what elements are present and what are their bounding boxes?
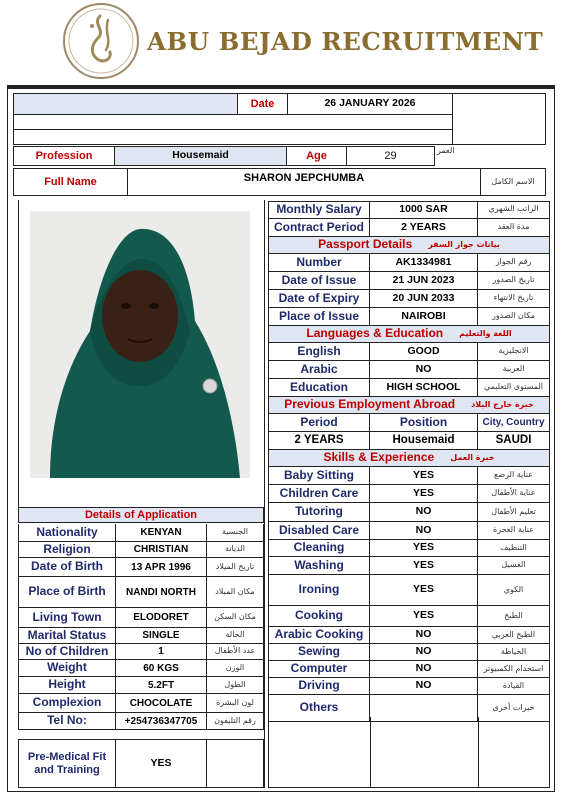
skill-row-label: Computer [268,661,370,678]
profession-label: Profession [13,146,115,166]
skills-header-ar-text: خبرة العمل [450,452,495,462]
passport-header-text: Passport Details [318,237,413,252]
skill-row-ar-label: تعليم الأطفال [478,503,550,522]
employment-col-header: Position [370,414,478,432]
left-edge [18,200,19,507]
skill-row-value: YES [370,606,478,627]
passport-row-ar-label: مكان الصدور [478,308,550,326]
right-bottom-divider [370,717,371,788]
fullname-ar-label: الاسم الكامل [481,168,546,196]
skill-row-value: NO [370,503,478,522]
detail-ar-label: تاريخ الميلاد [207,558,264,577]
language-row-value: NO [370,361,478,379]
date-label: Date [238,93,288,115]
passport-row-label: Date of Issue [268,272,370,290]
skill-row-value: NO [370,678,478,695]
skill-row-ar-label: الخياطة [478,644,550,661]
skill-row-value: NO [370,522,478,540]
employment-col-header: Period [268,414,370,432]
skill-row-label: Disabled Care [268,522,370,540]
contract-label: Contract Period [268,219,370,237]
applicant-photo [30,211,250,478]
skill-row-value: NO [370,661,478,678]
salary-ar-label: الراتب الشهري [478,201,550,219]
language-row-value: HIGH SCHOOL [370,379,478,397]
languages-header [268,326,550,343]
passport-row-value: AK1334981 [370,254,478,272]
passport-header-ar-text: بيانات جواز السفر [428,239,500,249]
skill-row-label: Sewing [268,644,370,661]
detail-value: NANDI NORTH [116,577,207,608]
contract-value: 2 YEARS [370,219,478,237]
passport-row-label: Place of Issue [268,308,370,326]
skill-row-ar-label: خبرات أخرى [478,695,550,722]
employment-value: SAUDI [478,432,550,450]
age-value: 29 [347,146,435,166]
detail-ar-label: لون البشرة [207,694,264,713]
medical-blank [207,739,264,788]
fullname-value: SHARON JEPCHUMBA [128,168,481,196]
skill-row-ar-label: عناية الرضع [478,467,550,485]
fullname-label: Full Name [13,168,128,196]
skill-row-ar-label: عناية الأطفال [478,485,550,503]
profession-value: Housemaid [115,146,287,166]
detail-value: CHOCOLATE [116,694,207,713]
detail-value: SINGLE [116,628,207,644]
skill-row-label: Ironing [268,575,370,606]
detail-ar-label: عدد الأطفال [207,644,264,660]
date-value: 26 JANUARY 2026 [288,93,453,115]
detail-label: Place of Birth [18,577,116,608]
passport-row-ar-label: تاريخ الانتهاء [478,290,550,308]
detail-ar-label: الجنسية [207,524,264,542]
skill-row-ar-label: التنظيف [478,540,550,557]
detail-label: Weight [18,660,116,677]
skill-row-value: YES [370,540,478,557]
skill-row-ar-label: القيادة [478,678,550,695]
skill-row-value: NO [370,644,478,661]
detail-label: Height [18,677,116,694]
detail-value: +254736347705 [116,713,207,730]
skill-row-ar-label: الغسيل [478,557,550,575]
detail-value: 1 [116,644,207,660]
skill-row-label: Children Care [268,485,370,503]
salary-label: Monthly Salary [268,201,370,219]
language-row-label: Arabic [268,361,370,379]
language-row-ar-label: العربية [478,361,550,379]
detail-ar-label: رقم التليفون [207,713,264,730]
employment-header-text: Previous Employment Abroad [284,397,456,412]
skill-row-ar-label: عناية العجزة [478,522,550,540]
skill-row-label: Others [268,695,370,722]
employment-value: 2 YEARS [268,432,370,450]
detail-label: Living Town [18,608,116,628]
age-label: Age [287,146,347,166]
language-row-value: GOOD [370,343,478,361]
top-blank-cell [13,93,238,115]
skill-row-label: Washing [268,557,370,575]
detail-value: 60 KGS [116,660,207,677]
skill-row-label: Cooking [268,606,370,627]
employment-col-header: City, Country [478,414,550,432]
languages-header-text: Languages & Education [306,326,444,341]
detail-label: Marital Status [18,628,116,644]
skill-row-value: YES [370,575,478,606]
passport-row-label: Number [268,254,370,272]
detail-ar-label: مكان الميلاد [207,577,264,608]
logo [62,2,140,80]
detail-value: ELODORET [116,608,207,628]
detail-label: Date of Birth [18,558,116,577]
right-bottom-blank [268,717,550,788]
passport-row-value: 21 JUN 2023 [370,272,478,290]
language-row-label: Education [268,379,370,397]
detail-ar-label: الديانة [207,542,264,558]
skill-row-value: NO [370,627,478,644]
passport-header [268,237,550,254]
age-ar-label: العمر [437,146,455,155]
skill-row-ar-label: الطبخ العربي [478,627,550,644]
skills-header [268,450,550,467]
employment-header-ar-text: خبرة خارج البلاد [471,399,534,409]
skills-header-text: Skills & Experience [323,450,435,465]
details-header: Details of Application [18,507,264,523]
salary-value: 1000 SAR [370,201,478,219]
top-blank-row-2 [13,115,453,130]
skill-row-ar-label: الكوي [478,575,550,606]
medical-label: Pre-Medical Fit and Training [18,739,116,788]
detail-value: KENYAN [116,524,207,542]
page-title: ABU BEJAD RECRUITMENT [147,27,544,56]
skill-row-ar-label: استخدام الكمبيوتر [478,661,550,678]
detail-label: Complexion [18,694,116,713]
detail-ar-label: مكان السكن [207,608,264,628]
skill-row-label: Arabic Cooking [268,627,370,644]
right-bottom-divider-2 [478,717,479,788]
column-separator [264,200,265,788]
language-row-ar-label: المستوى التعليمي [478,379,550,397]
employment-value: Housemaid [370,432,478,450]
skill-row-label: Baby Sitting [268,467,370,485]
skill-row-value: YES [370,467,478,485]
skill-row-ar-label: الطبخ [478,606,550,627]
contract-ar-label: مدة العقد [478,219,550,237]
skill-row-label: Driving [268,678,370,695]
skill-row-value: YES [370,485,478,503]
detail-ar-label: الطول [207,677,264,694]
passport-row-value: NAIROBI [370,308,478,326]
detail-value: CHRISTIAN [116,542,207,558]
passport-row-ar-label: تاريخ الصدور [478,272,550,290]
detail-label: Nationality [18,524,116,542]
passport-row-label: Date of Expiry [268,290,370,308]
medical-value: YES [116,739,207,788]
skill-row-label: Tutoring [268,503,370,522]
detail-label: No of Children [18,644,116,660]
passport-row-value: 20 JUN 2033 [370,290,478,308]
detail-value: 5.2FT [116,677,207,694]
skill-row-label: Cleaning [268,540,370,557]
top-blank-row-3 [13,130,453,145]
detail-label: Religion [18,542,116,558]
language-row-ar-label: الانجليزية [478,343,550,361]
languages-header-ar-text: اللغة والتعليم [459,328,512,338]
skill-row-value: YES [370,557,478,575]
top-right-blank [453,93,546,145]
detail-value: 13 APR 1996 [116,558,207,577]
detail-label: Tel No: [18,713,116,730]
employment-header [268,397,550,414]
language-row-label: English [268,343,370,361]
detail-ar-label: الوزن [207,660,264,677]
detail-ar-label: الحالة [207,628,264,644]
passport-row-ar-label: رقم الجواز [478,254,550,272]
